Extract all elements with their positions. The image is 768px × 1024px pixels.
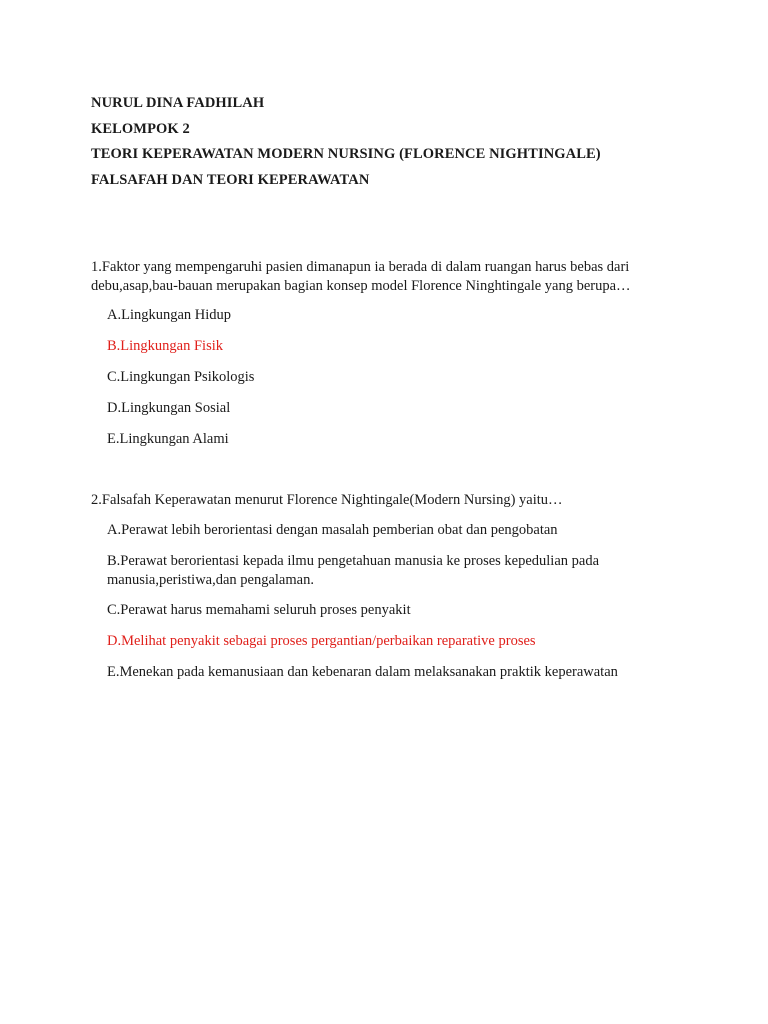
student-name: NURUL DINA FADHILAH (91, 95, 265, 111)
question-2-text: 2.Falsafah Keperawatan menurut Florence Nightingale(Modern Nursing) yaitu… (91, 492, 563, 508)
question-1-option-c: C.Lingkungan Psikologis (107, 369, 255, 385)
topic-title: TEORI KEPERAWATAN MODERN NURSING (FLORENCE NIGHTINGALE) (91, 146, 601, 162)
question-1-option-d: D.Lingkungan Sosial (107, 400, 231, 416)
group-label: KELOMPOK 2 (91, 121, 190, 137)
question-1-option-b-answer: B.Lingkungan Fisik (107, 338, 224, 354)
question-2-option-b: B.Perawat berorientasi kepada ilmu pengetahuan manusia ke proses kepedulian pada manusia,peristiwa,dan pengalaman. (107, 553, 600, 588)
question-1-text: 1.Faktor yang mempengaruhi pasien dimanapun ia berada di dalam ruangan harus bebas dari debu,asap,bau-bauan merupakan bagian konsep model Florence Ninghtingale yang berupa… (91, 259, 631, 294)
question-2-option-c: C.Perawat harus memahami seluruh proses penyakit (107, 602, 411, 618)
question-1-option-e: E.Lingkungan Alami (107, 431, 229, 447)
question-2-option-a: A.Perawat lebih berorientasi dengan masalah pemberian obat dan pengobatan (107, 522, 558, 538)
question-2-option-d-answer: D.Melihat penyakit sebagai proses pergantian/perbaikan reparative proses (107, 633, 536, 649)
question-1-option-a: A.Lingkungan Hidup (107, 307, 232, 323)
question-2-option-e: E.Menekan pada kemanusiaan dan kebenaran dalam melaksanakan praktik keperawatan (107, 664, 618, 680)
course-title: FALSAFAH DAN TEORI KEPERAWATAN (91, 172, 370, 188)
